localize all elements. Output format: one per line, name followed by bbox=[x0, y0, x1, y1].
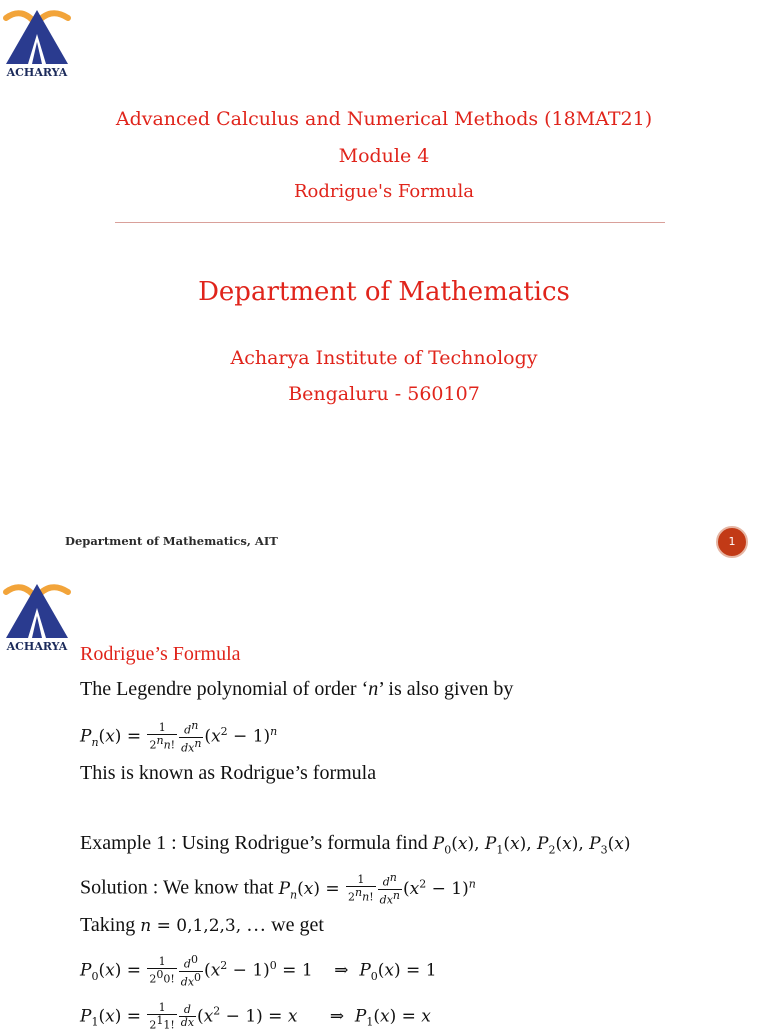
intro-n: n bbox=[368, 678, 379, 700]
p1-equation: $P_1(x)$ = $\frac{1}{2^11!}$ $\frac{d}{dx}$ $(x^2 - 1) = x$ ⇒ $P_1(x) = x$ bbox=[80, 1001, 431, 1032]
logo-text: ACHARYA bbox=[6, 66, 68, 79]
intro-line bbox=[80, 678, 513, 701]
logo-text: ACHARYA bbox=[6, 640, 68, 653]
department-title: Department of Mathematics bbox=[198, 277, 570, 307]
institute-name: Acharya Institute of Technology bbox=[230, 347, 538, 369]
content-slide bbox=[0, 570, 768, 1032]
acharya-logo bbox=[2, 578, 72, 658]
page-number-badge: 1 bbox=[716, 526, 748, 558]
course-title: Advanced Calculus and Numerical Methods (18MAT21) bbox=[115, 108, 653, 130]
example-line: Example 1 : Using Rodrigue’s formula find $P_0(x)$, $P_1(x)$, $P_2(x)$, $P_3(x)$ bbox=[80, 832, 631, 857]
module-label: Module 4 bbox=[338, 145, 430, 167]
slide-footer: Department of Mathematics, AIT bbox=[65, 534, 278, 548]
rodrigues-formula: $P_n(x)$ = $\frac{1}{2^nn!}$ $\frac{d^n}{dx^n}$ $(x^2 - 1)^n$ bbox=[80, 719, 278, 755]
known-as-line: This is known as Rodrigue’s formula bbox=[80, 762, 377, 784]
acharya-logo bbox=[2, 4, 72, 84]
topic-label: Rodrigue's Formula bbox=[293, 181, 475, 202]
title-divider bbox=[115, 222, 665, 223]
city-label: Bengaluru - 560107 bbox=[288, 383, 480, 405]
taking-line: Taking n = 0,1,2,3, … we get bbox=[80, 914, 324, 936]
section-heading: Rodrigue’s Formula bbox=[80, 643, 241, 665]
logo-emblem-icon bbox=[2, 4, 72, 66]
logo-emblem-icon bbox=[2, 578, 72, 640]
solution-line: Solution : We know that $P_n(x)$ = $\frac{1}{2^nn!}$ $\frac{d^n}{dx^n}$ $(x^2 - 1)^n$ bbox=[80, 871, 476, 907]
intro-text-b: ’ is also given by bbox=[378, 678, 514, 700]
p0-equation: $P_0(x)$ = $\frac{1}{2^00!}$ $\frac{d^0}{dx^0}$ $(x^2 - 1)^0 = 1$ ⇒ $P_0(x) = 1$ bbox=[80, 953, 437, 989]
intro-text-a: The Legendre polynomial of order ‘ bbox=[80, 678, 369, 700]
